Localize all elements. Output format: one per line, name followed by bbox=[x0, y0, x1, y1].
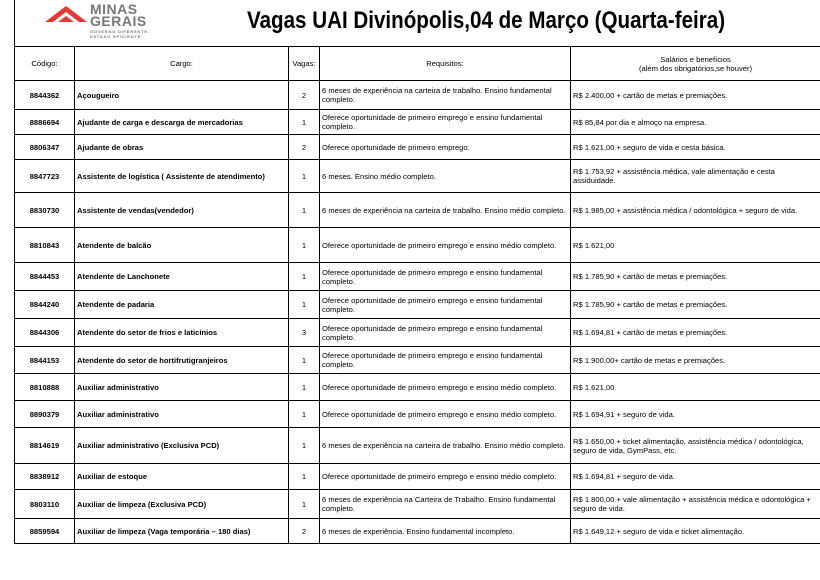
job-salary: R$ 85,84 por dia e almoço na empresa. bbox=[571, 110, 820, 135]
job-openings: 1 bbox=[289, 263, 320, 291]
job-requirements: Oferece oportunidade de primeiro emprego e ensino médio completo. bbox=[320, 401, 571, 428]
job-requirements: Oferece oportunidade de primeiro emprego e ensino fundamental completo. bbox=[320, 347, 571, 374]
job-requirements: Oferece oportunidade de primeiro emprego e ensino fundamental completo. bbox=[320, 291, 571, 319]
table-header-row bbox=[15, 47, 820, 81]
job-openings: 1 bbox=[289, 347, 320, 374]
job-requirements: Oferece oportunidade de primeiro emprego e ensino médio completo. bbox=[320, 374, 571, 401]
job-code: 8810888 bbox=[15, 374, 75, 401]
job-requirements: Oferece oportunidade de primeiro emprego e ensino fundamental completo. bbox=[320, 263, 571, 291]
job-salary: R$ 1.785,90 + cartão de metas e premiações. bbox=[571, 291, 820, 319]
job-salary: R$ 1.694,81 + cartão de metas e premiações. bbox=[571, 319, 820, 347]
header-codigo: Código: bbox=[15, 47, 75, 81]
job-title: Assistente de logística ( Assistente de atendimento) bbox=[75, 160, 289, 193]
job-openings: 1 bbox=[289, 490, 320, 519]
table-row bbox=[15, 374, 820, 401]
minas-gerais-logo bbox=[45, 3, 195, 37]
table-row bbox=[15, 319, 820, 347]
job-title: Atendente de Lanchonete bbox=[75, 263, 289, 291]
job-title: Atendente do setor de frios e laticínios bbox=[75, 319, 289, 347]
job-openings: 1 bbox=[289, 291, 320, 319]
job-title: Atendente do setor de hortifrutigranjeiros bbox=[75, 347, 289, 374]
job-openings: 1 bbox=[289, 110, 320, 135]
job-salary: R$ 1.694,91 + seguro de vida. bbox=[571, 401, 820, 428]
table-row bbox=[15, 464, 820, 490]
minas-gerais-triangle-icon bbox=[45, 5, 87, 23]
header-vagas: Vagas: bbox=[289, 47, 320, 81]
job-title: Ajudante de carga e descarga de mercadorias bbox=[75, 110, 289, 135]
job-title: Ajudante de obras bbox=[75, 135, 289, 160]
table-row bbox=[15, 519, 820, 544]
table-row bbox=[15, 135, 820, 160]
job-code: 8806347 bbox=[15, 135, 75, 160]
job-requirements: 6 meses de experiência na Carteira de Trabalho. Ensino fundamental completo. bbox=[320, 490, 571, 519]
job-code: 8803110 bbox=[15, 490, 75, 519]
table-row bbox=[15, 81, 820, 110]
job-title: Auxiliar de limpeza (Exclusiva PCD) bbox=[75, 490, 289, 519]
table-row bbox=[15, 110, 820, 135]
job-salary: R$ 1.985,00 + assistência médica / odontológica + seguro de vida. bbox=[571, 193, 820, 228]
job-openings: 1 bbox=[289, 160, 320, 193]
job-title: Assistente de vendas(vendedor) bbox=[75, 193, 289, 228]
job-requirements: 6 meses de experiência. Ensino fundamental incompleto. bbox=[320, 519, 571, 544]
job-openings: 3 bbox=[289, 319, 320, 347]
table-row bbox=[15, 263, 820, 291]
job-openings: 1 bbox=[289, 374, 320, 401]
job-requirements: Oferece oportunidade de primeiro emprego. bbox=[320, 135, 571, 160]
logo-tagline: GOVERNO DIFERENTE. ESTADO EFICIENTE. bbox=[90, 29, 150, 39]
job-openings: 1 bbox=[289, 193, 320, 228]
sheet-header bbox=[14, 0, 820, 47]
job-requirements: Oferece oportunidade de primeiro emprego e ensino médio completo. bbox=[320, 464, 571, 490]
job-requirements: 6 meses de experiência na carteira de trabalho. Ensino fundamental completo. bbox=[320, 81, 571, 110]
job-code: 8830730 bbox=[15, 193, 75, 228]
job-requirements: 6 meses de experiência na carteira de trabalho. Ensino médio completo. bbox=[320, 428, 571, 464]
table-row bbox=[15, 193, 820, 228]
table-row bbox=[15, 428, 820, 464]
job-title: Auxiliar de estoque bbox=[75, 464, 289, 490]
table-row bbox=[15, 347, 820, 374]
header-cargo: Cargo: bbox=[75, 47, 289, 81]
job-salary: R$ 1.649,12 + seguro de vida e ticket alimentação. bbox=[571, 519, 820, 544]
job-code: 8844306 bbox=[15, 319, 75, 347]
job-salary: R$ 1.785,90 + cartão de metas e premiações. bbox=[571, 263, 820, 291]
job-salary: R$ 1.621,00 + seguro de vida e cesta básica. bbox=[571, 135, 820, 160]
job-code: 8890379 bbox=[15, 401, 75, 428]
job-title: Auxiliar administrativo (Exclusiva PCD) bbox=[75, 428, 289, 464]
header-requisitos: Requisitos: bbox=[320, 47, 571, 81]
job-salary: R$ 1.753,92 + assistência médica, vale alimentação e cesta assiduidade. bbox=[571, 160, 820, 193]
header-salarios-line1: Salários e benefícios bbox=[660, 54, 731, 64]
job-salary: R$ 1.650,00 + ticket alimentação, assistência médica / odontológica, seguro de vida, GymPass, etc. bbox=[571, 428, 820, 464]
job-salary: R$ 1.694,81 + seguro de vida. bbox=[571, 464, 820, 490]
job-title: Atendente de padaria bbox=[75, 291, 289, 319]
table-row bbox=[15, 291, 820, 319]
job-openings: 1 bbox=[289, 464, 320, 490]
header-salarios bbox=[571, 47, 820, 81]
job-title: Auxiliar de limpeza (Vaga temporária – 180 dias) bbox=[75, 519, 289, 544]
job-code: 8814619 bbox=[15, 428, 75, 464]
job-requirements: Oferece oportunidade de primeiro emprego e ensino médio completo. bbox=[320, 228, 571, 263]
job-openings: 1 bbox=[289, 228, 320, 263]
logo-name: MINAS GERAIS bbox=[90, 1, 147, 29]
job-requirements: 6 meses. Ensino médio completo. bbox=[320, 160, 571, 193]
job-openings: 2 bbox=[289, 81, 320, 110]
job-requirements: Oferece oportunidade de primeiro emprego e ensino fundamental completo. bbox=[320, 319, 571, 347]
job-openings: 2 bbox=[289, 135, 320, 160]
job-code: 8810843 bbox=[15, 228, 75, 263]
job-code: 8844153 bbox=[15, 347, 75, 374]
job-title: Atendente de balcão bbox=[75, 228, 289, 263]
job-code: 8844362 bbox=[15, 81, 75, 110]
job-title: Açougueiro bbox=[75, 81, 289, 110]
job-code: 8859594 bbox=[15, 519, 75, 544]
table-row bbox=[15, 401, 820, 428]
table-row bbox=[15, 160, 820, 193]
page-title: Vagas UAI Divinópolis,04 de Março (Quarta-feira) bbox=[247, 7, 726, 34]
jobs-table bbox=[14, 46, 820, 544]
job-requirements: Oferece oportunidade de primeiro emprego e ensino fundamental completo. bbox=[320, 110, 571, 135]
job-salary: R$ 2.400,00 + cartão de metas e premiações. bbox=[571, 81, 820, 110]
header-salarios-line2: (além dos obrigatórios,se houver) bbox=[638, 63, 753, 73]
job-code: 8847723 bbox=[15, 160, 75, 193]
job-code: 8886694 bbox=[15, 110, 75, 135]
job-openings: 2 bbox=[289, 519, 320, 544]
jobs-table-body bbox=[15, 81, 820, 544]
job-salary: R$ 1.800,00 + vale alimentação + assistência médica e odontológica + seguro de vida. bbox=[571, 490, 820, 519]
job-code: 8844240 bbox=[15, 291, 75, 319]
job-code: 8838912 bbox=[15, 464, 75, 490]
table-row bbox=[15, 228, 820, 263]
job-title: Auxiliar administrativo bbox=[75, 401, 289, 428]
job-code: 8844453 bbox=[15, 263, 75, 291]
job-requirements: 6 meses de experiência na carteira de trabalho. Ensino médio completo. bbox=[320, 193, 571, 228]
job-salary: R$ 1.621,00 bbox=[571, 228, 820, 263]
job-salary: R$ 1.621,00 bbox=[571, 374, 820, 401]
job-salary: R$ 1.900,00+ cartão de metas e premiações. bbox=[571, 347, 820, 374]
job-openings: 1 bbox=[289, 428, 320, 464]
job-openings: 1 bbox=[289, 401, 320, 428]
table-row bbox=[15, 490, 820, 519]
job-title: Auxiliar administrativo bbox=[75, 374, 289, 401]
